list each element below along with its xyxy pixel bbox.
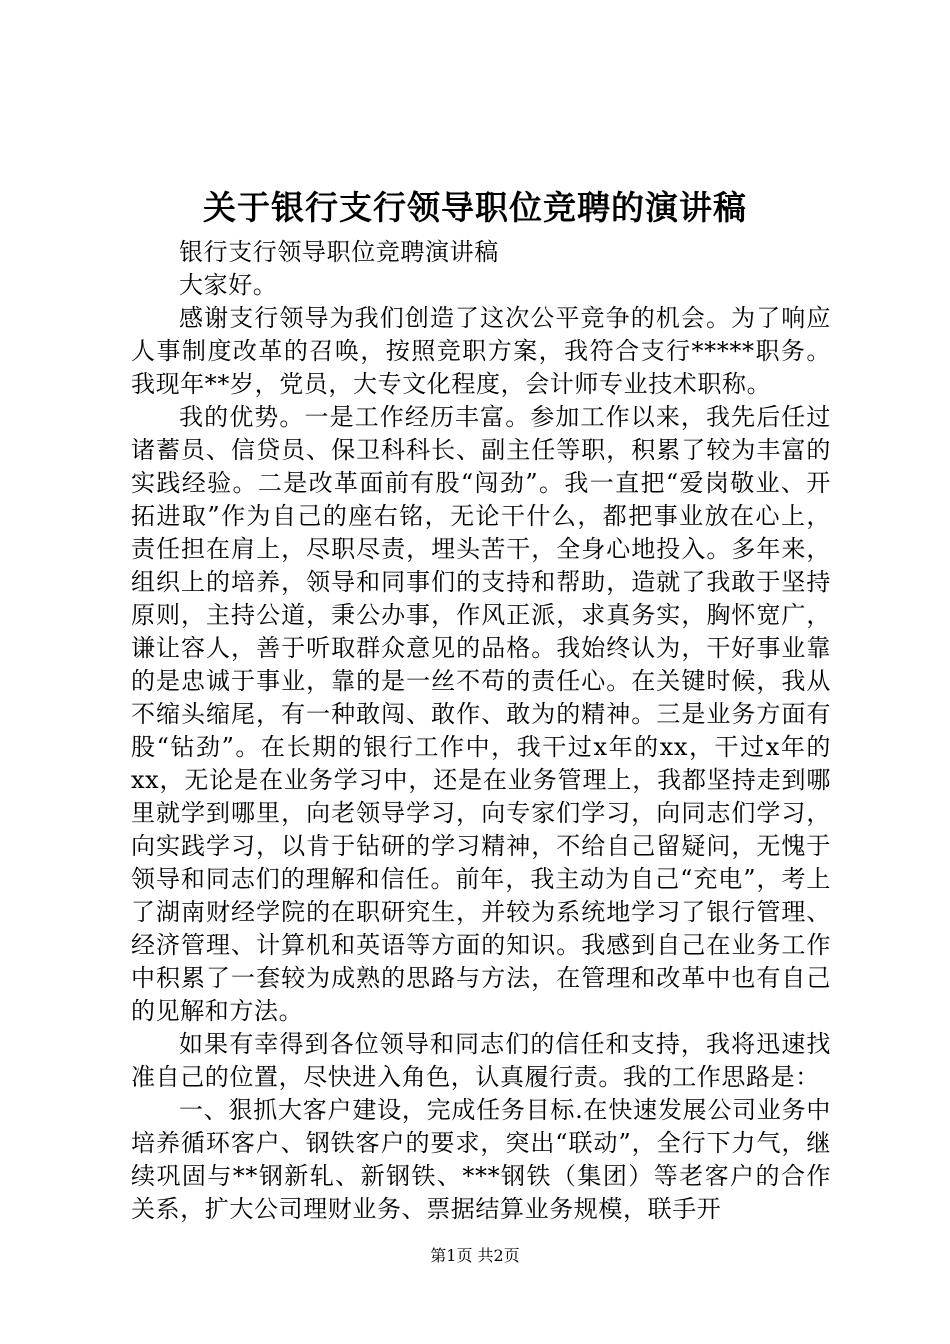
paragraph-intro: 感谢支行领导为我们创造了这次公平竞争的机会。为了响应人事制度改革的召唤，按照竞职方案，我符合支行*****职务。我现年**岁，党员，大专文化程度，会计师专业技术职称。 — [131, 304, 831, 398]
document-body — [131, 236, 831, 1226]
document-title: 关于银行支行领导职位竞聘的演讲稿 — [203, 188, 747, 227]
paragraph-advantages: 我的优势。一是工作经历丰富。参加工作以来，我先后任过诸蓄员、信贷员、保卫科科长、副主任等职，积累了较为丰富的实践经验。二是改革面前有股“闯劲”。我一直把“爱岗敬业、开拓进取”作为自己的座右铭，无论干什么，都把事业放在心上，责任担在肩上，尽职尽责，埋头苦干，全身心地投入。多年来，组织上的培养，领导和同事们的支持和帮助，造就了我敢于坚持原则，主持公道，秉公办事，作风正派，求真务实，胸怀宽广，谦让容人，善于听取群众意见的品格。我始终认为，干好事业靠的是忠诚于事业，靠的是一丝不苟的责任心。在关键时候，我从不缩头缩尾，有一种敢闯、敢作、敢为的精神。三是业务方面有股“钻劲”。在长期的银行工作中，我干过x年的xx，干过x年的xx，无论是在业务学习中，还是在业务管理上，我都坚持走到哪里就学到哪里，向老领导学习，向专家们学习，向同志们学习，向实践学习，以肯于钻研的学习精神，不给自己留疑问，无愧于领导和同志们的理解和信任。前年，我主动为自己“充电”，考上了湖南财经学院的在职研究生，并较为系统地学习了银行管理、经济管理、计算机和英语等方面的知识。我感到自己在业务工作中积累了一套较为成熟的思路与方法，在管理和改革中也有自己的见解和方法。 — [131, 403, 831, 1025]
paragraph-subtitle: 银行支行领导职位竞聘演讲稿 — [179, 238, 499, 266]
paragraph-greeting: 大家好。 — [179, 271, 278, 299]
paragraph-work-plan: 如果有幸得到各位领导和同志们的信任和支持，我将迅速找准自己的位置，尽快进入角色，认真履行责。我的工作思路是： — [131, 1030, 831, 1091]
page-number-footer: 第1页 共2页 — [430, 1246, 520, 1265]
paragraph-point-one: 一、狠抓大客户建设，完成任务目标.在快速发展公司业务中培养循环客户、钢铁客户的要求，突出“联动”，全行下力气，继续巩固与**钢新轧、新钢铁、***钢铁（集团）等老客户的合作关系，扩大公司理财业务、票据结算业务规模，联手开 — [131, 1096, 831, 1223]
